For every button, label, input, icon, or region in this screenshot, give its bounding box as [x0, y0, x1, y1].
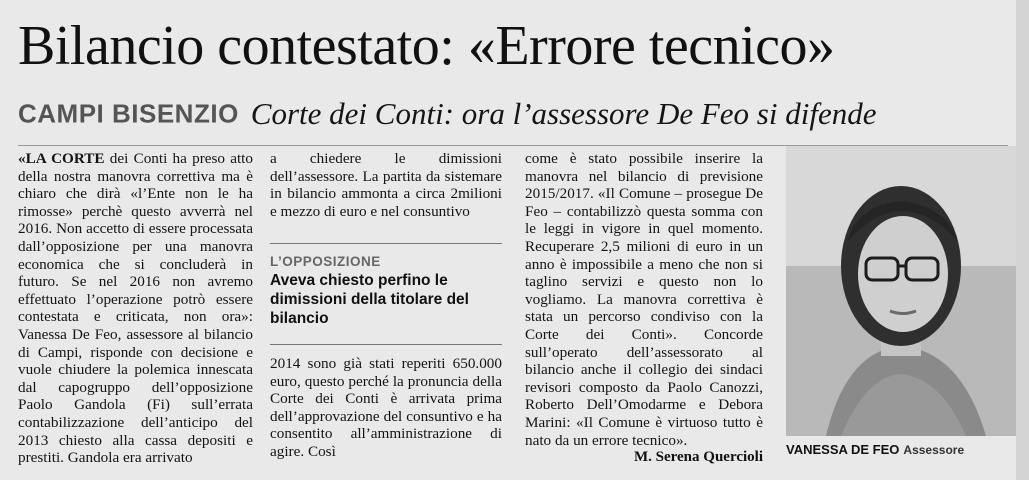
page-edge	[1016, 0, 1029, 480]
byline: M. Serena Quercioli	[633, 449, 763, 465]
caption-name: VANESSA DE FEO	[786, 442, 900, 457]
sidebar-title: Aveva chiesto perfino le dimissioni della titolare del bilancio	[270, 272, 469, 327]
caption-role: Assessore	[903, 443, 965, 457]
subheadline	[18, 96, 1029, 140]
headline: Bilancio contestato: «Errore tecnico»	[18, 16, 835, 76]
column-2-top	[270, 150, 502, 220]
column-1-body: dei Conti ha preso atto della nostra manovra correttiva ma è chiaro che dirà «l’Ente non le ha rimosse» perchè questo avverrà nel 2016. Non accetto di essere processata dall’opposizione per una manovra economica che si concluderà in futuro. Se nel 2016 non avremo effettuato l’operazione potrò essere contestata e criticata, non ora»: Vanessa De Feo, assessore al bilancio di Campi, risponde con decisione e vuole chiudere la polemica innescata dal capogruppo dell’opposizione Paolo Gandola (Fi) sull’errata contabilizzazione dell’anticipo del 2013 chiesto alla cassa depositi e prestiti. Gandola era arrivato	[18, 150, 253, 467]
column-2-top-text: a chiedere le dimissioni dell’assessore. La partita da sistemare in bilancio ammonta a circa 2milioni e mezzo di euro e nel consuntivo	[270, 150, 502, 220]
column-2-bottom-text: 2014 sono già stati reperiti 650.000 euro, questo perché la pronuncia della Corte dei Conti è arrivata prima dell’approvazione del consuntivo e ha consentito all’amministrazione di agire. Così	[270, 355, 502, 460]
location-kicker: CAMPI BISENZIO	[18, 98, 239, 129]
column-3	[525, 150, 763, 449]
deck-line: Corte dei Conti: ora l’assessore De Feo si difende	[250, 96, 877, 131]
column-2-bottom	[270, 355, 502, 461]
column-3-text: come è stato possibile inserire la manovra nel bilancio di previsione 2015/2017. «Il Comune – prosegue De Feo – contabilizzò questa somma con le leggi in vigore in quel momento. Recuperare 2,5 milioni di euro in un anno è impossibile a meno che non si taglino servizi e questo non lo vogliamo. La manovra correttiva è stata un percorso condiviso con la Corte dei Conti». Concorde sull’operato dell’assessorato al bilancio anche il collegio dei sindaci revisori composto da Paolo Canozzi, Roberto Dell’Omodarme e Debora Marini: «Il Comune è virtuoso tutto è nato da un errore tecnico».	[525, 150, 763, 449]
sidebar-kicker: L’OPPOSIZIONE	[270, 254, 381, 269]
sidebar-box	[270, 243, 502, 345]
column-1	[18, 150, 253, 467]
portrait-photo	[786, 146, 1016, 436]
column-1-text	[18, 150, 253, 467]
lead-words: «LA CORTE	[18, 150, 105, 167]
portrait-illustration	[786, 146, 1016, 436]
photo-caption	[786, 442, 1016, 457]
